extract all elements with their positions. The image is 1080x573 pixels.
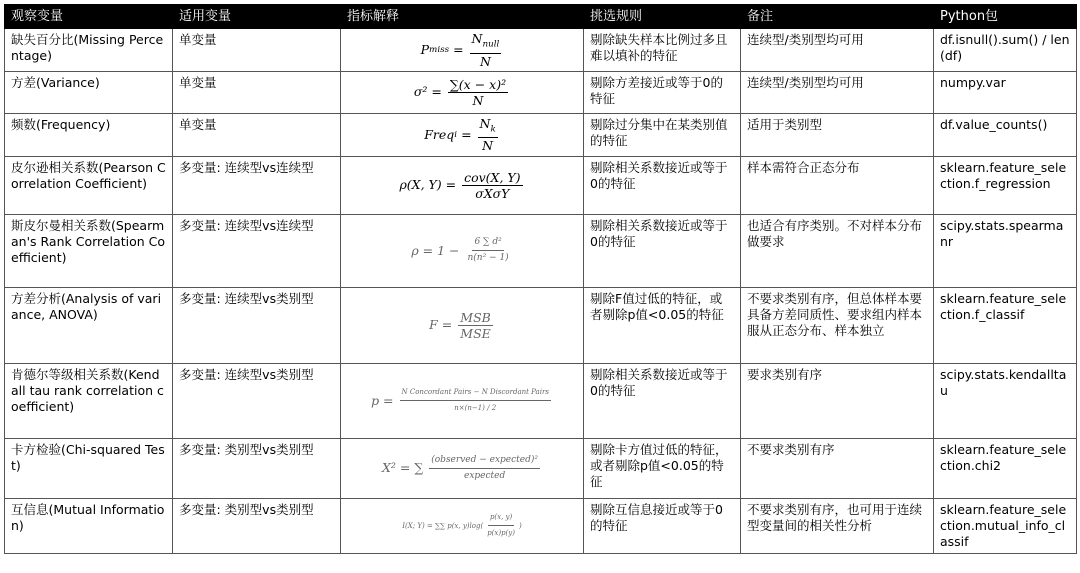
cell-rule: 剔除过分集中在某类别值的特征: [584, 113, 741, 156]
cell-formula: [341, 29, 584, 72]
cell-formula: [341, 156, 584, 214]
cell-variable-name: 互信息(Mutual Information): [5, 498, 173, 553]
table-row: [5, 287, 1077, 363]
cell-variable-name: 肯德尔等级相关系数(Kendall tau rank correlation coefficient): [5, 363, 173, 438]
cell-note: 连续型/类别型均可用: [741, 29, 934, 72]
cell-variable-name: 方差分析(Analysis of variance, ANOVA): [5, 287, 173, 363]
cell-note: 适用于类别型: [741, 113, 934, 156]
feature-selection-table: [4, 4, 1077, 554]
cell-variable-name: 缺失百分比(Missing Percentage): [5, 29, 173, 72]
header-note: 备注: [741, 5, 934, 29]
table-row: [5, 29, 1077, 72]
cell-scope: 单变量: [173, 113, 341, 156]
cell-formula: [341, 287, 584, 363]
cell-note: 不要求类别有序，也可用于连续型变量间的相关性分析: [741, 498, 934, 553]
formula-missing: P miss = $\frac{N_{null}}{N}$: [420, 31, 500, 69]
formula-chi-squared: X² = ∑ $\frac{\text{(observed − expected)²}}{\text{expected}}$: [382, 454, 538, 481]
formula-anova: F = $\frac{\text{MSB}}{\text{MSE}}$: [429, 309, 491, 341]
cell-scope: 多变量: 连续型vs连续型: [173, 214, 341, 287]
cell-rule: 剔除相关系数接近或等于0的特征: [584, 156, 741, 214]
cell-rule: 剔除相关系数接近或等于0的特征: [584, 363, 741, 438]
cell-rule: 剔除缺失样本比例过多且难以填补的特征: [584, 29, 741, 72]
cell-formula: [341, 214, 584, 287]
cell-formula: [341, 438, 584, 498]
cell-rule: 剔除互信息接近或等于0的特征: [584, 498, 741, 553]
cell-note: 不要求类别有序: [741, 438, 934, 498]
cell-scope: 单变量: [173, 71, 341, 113]
cell-variable-name: 卡方检验(Chi-squared Test): [5, 438, 173, 498]
cell-package: df.value_counts(): [934, 113, 1077, 156]
header-observed-variable: 观察变量: [5, 5, 173, 29]
cell-package: scipy.stats.spearmanr: [934, 214, 1077, 287]
cell-package: sklearn.feature_selection.chi2: [934, 438, 1077, 498]
formula-kendall: p = $\frac{\text{N Concordant Pairs − N Discordant Pairs}}{n\times(n-1) / 2}$: [371, 385, 553, 416]
formula-frequency: Freq i = $\frac{N_k}{N}$: [424, 115, 496, 154]
cell-rule: 剔除相关系数接近或等于0的特征: [584, 214, 741, 287]
formula-mutual-information: I(X; Y) = ∑∑ p(x, y)log( $\frac{p(x, y)}{p(x)p(y)}$ ): [402, 510, 521, 541]
cell-package: scipy.stats.kendalltau: [934, 363, 1077, 438]
formula-spearman: ρ = 1 − $\frac{\text{6 ∑ d²}}{\text{n(n² − 1)}}$: [411, 237, 509, 263]
cell-package: sklearn.feature_selection.f_classif: [934, 287, 1077, 363]
cell-scope: 多变量: 类别型vs类别型: [173, 498, 341, 553]
cell-package: sklearn.feature_selection.mutual_info_classif: [934, 498, 1077, 553]
formula-pearson: ρ(X, Y) = $\frac{\text{cov(X, Y)}}{\text{σXσY}}$: [399, 169, 521, 201]
cell-scope: 多变量: 连续型vs类别型: [173, 287, 341, 363]
cell-note: 也适合有序类别。不对样本分布做要求: [741, 214, 934, 287]
cell-formula: [341, 113, 584, 156]
table-row: [5, 498, 1077, 553]
cell-rule: 剔除卡方值过低的特征，或者剔除p值<0.05的特征: [584, 438, 741, 498]
cell-scope: 单变量: [173, 29, 341, 72]
cell-variable-name: 频数(Frequency): [5, 113, 173, 156]
header-python-package: Python包: [934, 5, 1077, 29]
header-applicable-variable: 适用变量: [173, 5, 341, 29]
cell-scope: 多变量: 连续型vs类别型: [173, 363, 341, 438]
cell-scope: 多变量: 类别型vs类别型: [173, 438, 341, 498]
cell-package: numpy.var: [934, 71, 1077, 113]
table-row: [5, 156, 1077, 214]
cell-package: sklearn.feature_selection.f_regression: [934, 156, 1077, 214]
cell-formula: [341, 363, 584, 438]
cell-note: 要求类别有序: [741, 363, 934, 438]
table-row: [5, 71, 1077, 113]
header-row: [5, 5, 1077, 29]
cell-rule: 剔除F值过低的特征，或者剔除p值<0.05的特征: [584, 287, 741, 363]
cell-rule: 剔除方差接近或等于0的特征: [584, 71, 741, 113]
cell-variable-name: 方差(Variance): [5, 71, 173, 113]
table-row: [5, 113, 1077, 156]
cell-note: 不要求类别有序，但总体样本要具备方差同质性、要求组内样本服从正态分布、样本独立: [741, 287, 934, 363]
table-row: [5, 438, 1077, 498]
cell-variable-name: 皮尔逊相关系数(Pearson Correlation Coefficient): [5, 156, 173, 214]
cell-variable-name: 斯皮尔曼相关系数(Spearman's Rank Correlation Coefficient): [5, 214, 173, 287]
cell-note: 样本需符合正态分布: [741, 156, 934, 214]
cell-package: df.isnull().sum() / len(df): [934, 29, 1077, 72]
table-row: [5, 214, 1077, 287]
cell-note: 连续型/类别型均可用: [741, 71, 934, 113]
table-row: [5, 363, 1077, 438]
header-metric-explanation: 指标解释: [341, 5, 584, 29]
formula-variance: σ² = $\frac{\text{∑(x − x)²}}{N}$: [413, 76, 507, 108]
header-selection-rule: 挑选规则: [584, 5, 741, 29]
cell-formula: [341, 71, 584, 113]
cell-scope: 多变量: 连续型vs连续型: [173, 156, 341, 214]
cell-formula: [341, 498, 584, 553]
